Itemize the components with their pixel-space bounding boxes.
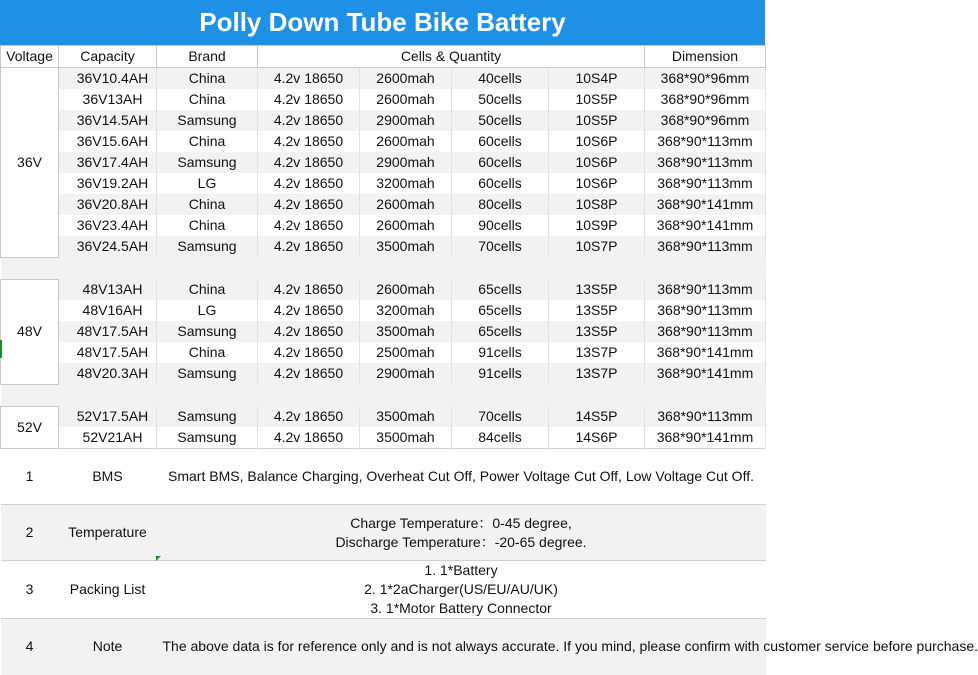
info-number: 1 (1, 449, 59, 505)
brand-cell: China (157, 194, 258, 215)
cell-config-cell: 14S5P (549, 406, 645, 427)
brand-cell: China (157, 68, 258, 90)
cell-mah-cell: 2900mah (360, 110, 452, 131)
cell-type-cell: 4.2v 18650 (258, 427, 360, 449)
brand-cell: China (157, 131, 258, 152)
cell-type-cell: 4.2v 18650 (258, 131, 360, 152)
dimension-cell: 368*90*113mm (645, 279, 766, 300)
brand-cell: China (157, 342, 258, 363)
cell-mah-cell: 2900mah (360, 363, 452, 384)
dimension-cell: 368*90*96mm (645, 89, 766, 110)
spacer-cell (1, 384, 766, 406)
dimension-cell: 368*90*113mm (645, 406, 766, 427)
brand-cell: China (157, 279, 258, 300)
info-label: BMS (59, 449, 157, 505)
table-row (1, 131, 766, 152)
dimension-cell: 368*90*96mm (645, 110, 766, 131)
dimension-cell: 368*90*141mm (645, 194, 766, 215)
cell-selection-marker (0, 340, 2, 358)
cell-config-cell: 10S4P (549, 68, 645, 90)
dimension-cell: 368*90*96mm (645, 68, 766, 90)
table-row (1, 363, 766, 384)
cell-type-cell: 4.2v 18650 (258, 152, 360, 173)
header-cells-quantity: Cells & Quantity (258, 46, 645, 68)
cell-config-cell: 10S5P (549, 110, 645, 131)
group-spacer-row (1, 257, 766, 279)
capacity-cell: 36V24.5AH (59, 236, 157, 257)
cell-config-cell: 14S6P (549, 427, 645, 449)
info-line: Charge Temperature：0-45 degree, (350, 514, 572, 531)
cell-type-cell: 4.2v 18650 (258, 194, 360, 215)
brand-cell: Samsung (157, 321, 258, 342)
cell-count-cell: 65cells (452, 300, 549, 321)
cell-count-cell: 60cells (452, 131, 549, 152)
cell-config-cell: 10S5P (549, 89, 645, 110)
info-line: 1. 1*Battery (424, 562, 498, 578)
cell-config-cell: 13S7P (549, 342, 645, 363)
capacity-cell: 52V17.5AH (59, 406, 157, 427)
cell-config-cell: 10S7P (549, 236, 645, 257)
cell-config-cell: 10S6P (549, 173, 645, 194)
cell-count-cell: 70cells (452, 236, 549, 257)
info-label: Packing List (59, 561, 157, 619)
cell-mah-cell: 2500mah (360, 342, 452, 363)
group-spacer-row (1, 384, 766, 406)
cell-count-cell: 84cells (452, 427, 549, 449)
cell-config-cell: 13S5P (549, 321, 645, 342)
cell-count-cell: 50cells (452, 110, 549, 131)
dimension-cell: 368*90*141mm (645, 427, 766, 449)
cell-mah-cell: 2900mah (360, 152, 452, 173)
cell-type-cell: 4.2v 18650 (258, 89, 360, 110)
header-dimension: Dimension (645, 46, 766, 68)
brand-cell: LG (157, 173, 258, 194)
capacity-cell: 36V20.8AH (59, 194, 157, 215)
table-row (1, 152, 766, 173)
cell-mah-cell: 2600mah (360, 68, 452, 90)
info-number: 4 (1, 619, 59, 675)
cell-config-cell: 13S5P (549, 279, 645, 300)
cell-type-cell: 4.2v 18650 (258, 321, 360, 342)
capacity-cell: 36V19.2AH (59, 173, 157, 194)
info-row (1, 505, 766, 561)
dimension-cell: 368*90*113mm (645, 131, 766, 152)
battery-spec-table (0, 45, 978, 675)
cell-mah-cell: 3500mah (360, 427, 452, 449)
header-capacity: Capacity (59, 46, 157, 68)
dimension-cell: 368*90*141mm (645, 215, 766, 236)
cell-config-cell: 10S6P (549, 131, 645, 152)
capacity-cell: 36V17.4AH (59, 152, 157, 173)
capacity-cell: 36V15.6AH (59, 131, 157, 152)
info-description (157, 561, 766, 619)
header-row (1, 46, 766, 68)
table-row (1, 300, 766, 321)
brand-cell: China (157, 89, 258, 110)
cell-mah-cell: 3500mah (360, 321, 452, 342)
table-row (1, 342, 766, 363)
info-number: 3 (1, 561, 59, 619)
cell-mah-cell: 2600mah (360, 279, 452, 300)
voltage-cell: 52V (1, 406, 59, 449)
dimension-cell: 368*90*113mm (645, 173, 766, 194)
table-row (1, 194, 766, 215)
table-row (1, 279, 766, 300)
dimension-cell: 368*90*113mm (645, 321, 766, 342)
cell-count-cell: 65cells (452, 279, 549, 300)
capacity-cell: 52V21AH (59, 427, 157, 449)
info-row (1, 561, 766, 619)
cell-count-cell: 50cells (452, 89, 549, 110)
cell-mah-cell: 3200mah (360, 300, 452, 321)
table-row (1, 427, 766, 449)
info-row (1, 619, 766, 675)
cell-count-cell: 90cells (452, 215, 549, 236)
cell-mah-cell: 3500mah (360, 236, 452, 257)
brand-cell: China (157, 215, 258, 236)
cell-count-cell: 60cells (452, 173, 549, 194)
voltage-cell: 48V (1, 279, 59, 384)
dimension-cell: 368*90*113mm (645, 152, 766, 173)
cell-count-cell: 40cells (452, 68, 549, 90)
cell-type-cell: 4.2v 18650 (258, 279, 360, 300)
table-row (1, 68, 766, 90)
cell-count-cell: 91cells (452, 342, 549, 363)
capacity-cell: 36V14.5AH (59, 110, 157, 131)
brand-cell: Samsung (157, 406, 258, 427)
cell-count-cell: 91cells (452, 363, 549, 384)
dimension-cell: 368*90*141mm (645, 342, 766, 363)
dimension-cell: 368*90*113mm (645, 300, 766, 321)
brand-cell: LG (157, 300, 258, 321)
header-voltage: Voltage (1, 46, 59, 68)
spacer-cell (1, 257, 766, 279)
table-row (1, 110, 766, 131)
dimension-cell: 368*90*141mm (645, 363, 766, 384)
cell-count-cell: 60cells (452, 152, 549, 173)
cell-config-cell: 13S5P (549, 300, 645, 321)
cell-count-cell: 70cells (452, 406, 549, 427)
cell-type-cell: 4.2v 18650 (258, 300, 360, 321)
cell-count-cell: 65cells (452, 321, 549, 342)
brand-cell: Samsung (157, 110, 258, 131)
cell-type-cell: 4.2v 18650 (258, 236, 360, 257)
info-line: The above data is for reference only and is not always accurate. If you mind, please confirm with customer service before purchase. (162, 638, 978, 655)
brand-cell: Samsung (157, 236, 258, 257)
info-line: 3. 1*Motor Battery Connector (370, 600, 552, 616)
info-description (157, 449, 766, 505)
brand-cell: Samsung (157, 152, 258, 173)
brand-cell: Samsung (157, 363, 258, 384)
cell-config-cell: 10S6P (549, 152, 645, 173)
info-row (1, 449, 766, 505)
table-row (1, 321, 766, 342)
voltage-cell: 36V (1, 68, 59, 258)
cell-type-cell: 4.2v 18650 (258, 215, 360, 236)
cell-mah-cell: 2600mah (360, 89, 452, 110)
cell-mah-cell: 2600mah (360, 215, 452, 236)
table-row (1, 89, 766, 110)
cell-mah-cell: 3200mah (360, 173, 452, 194)
cell-type-cell: 4.2v 18650 (258, 406, 360, 427)
info-description (157, 505, 766, 561)
info-description (157, 619, 978, 675)
cell-config-cell: 10S8P (549, 194, 645, 215)
brand-cell: Samsung (157, 427, 258, 449)
page-title: Polly Down Tube Bike Battery (0, 0, 765, 45)
cell-type-cell: 4.2v 18650 (258, 363, 360, 384)
info-line: 2. 1*2aCharger(US/EU/AU/UK) (364, 581, 558, 597)
capacity-cell: 48V17.5AH (59, 342, 157, 363)
cell-type-cell: 4.2v 18650 (258, 110, 360, 131)
table-row (1, 406, 766, 427)
info-label: Temperature (59, 505, 157, 561)
info-label: Note (59, 619, 157, 675)
table-row (1, 215, 766, 236)
cell-mah-cell: 2600mah (360, 131, 452, 152)
capacity-cell: 48V17.5AH (59, 321, 157, 342)
info-number: 2 (1, 505, 59, 561)
capacity-cell: 36V10.4AH (59, 68, 157, 90)
table-row (1, 236, 766, 257)
capacity-cell: 48V13AH (59, 279, 157, 300)
cell-config-cell: 13S7P (549, 363, 645, 384)
capacity-cell: 36V23.4AH (59, 215, 157, 236)
cell-count-cell: 80cells (452, 194, 549, 215)
info-line: Discharge Temperature：-20-65 degree. (335, 533, 587, 550)
info-line: Smart BMS, Balance Charging, Overheat Cut Off, Power Voltage Cut Off, Low Voltage Cut Off. (168, 468, 754, 484)
cell-config-cell: 10S9P (549, 215, 645, 236)
capacity-cell: 48V20.3AH (59, 363, 157, 384)
cell-mah-cell: 3500mah (360, 406, 452, 427)
capacity-cell: 48V16AH (59, 300, 157, 321)
cell-type-cell: 4.2v 18650 (258, 68, 360, 90)
dimension-cell: 368*90*113mm (645, 236, 766, 257)
cell-mah-cell: 2600mah (360, 194, 452, 215)
cell-comment-marker (156, 556, 161, 561)
header-brand: Brand (157, 46, 258, 68)
capacity-cell: 36V13AH (59, 89, 157, 110)
spec-table-body (1, 46, 978, 675)
cell-type-cell: 4.2v 18650 (258, 173, 360, 194)
table-row (1, 173, 766, 194)
cell-type-cell: 4.2v 18650 (258, 342, 360, 363)
